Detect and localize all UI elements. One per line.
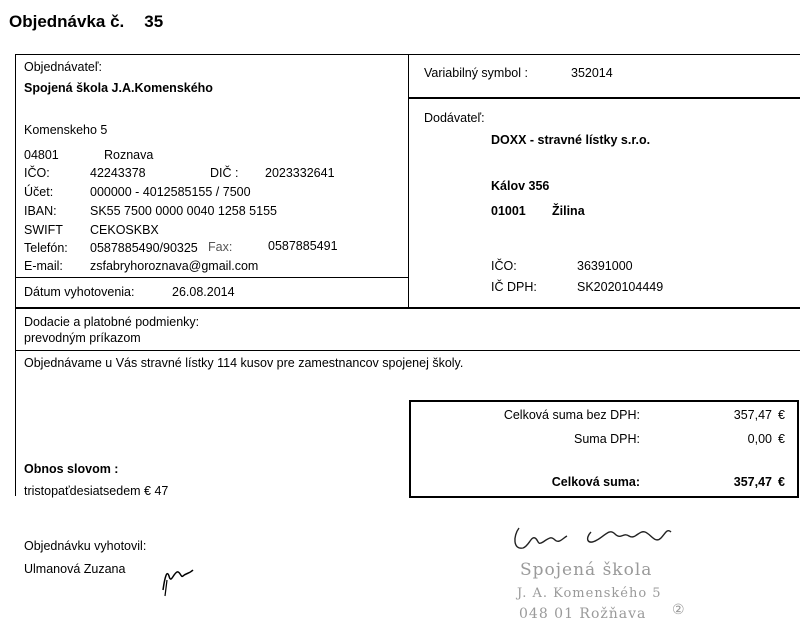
in-words-value: tristopaťdesiatsedem € 47 — [24, 484, 169, 498]
variable-symbol-value: 352014 — [571, 66, 613, 80]
buyer-swift: CEKOSKBX — [90, 223, 159, 237]
buyer-account: 000000 - 4012585155 / 7500 — [90, 185, 251, 199]
buyer-label: Objednávateľ: — [24, 60, 103, 74]
date-row-top — [15, 277, 408, 278]
terms-value: prevodným príkazom — [24, 331, 141, 345]
frame-middle-divider — [408, 54, 409, 308]
vat-currency: € — [778, 432, 785, 446]
buyer-email-label: E-mail: — [24, 259, 63, 273]
buyer-swift-label: SWIFT — [24, 223, 63, 237]
order-text-top — [15, 350, 800, 351]
buyer-ico: 42243378 — [90, 166, 146, 180]
supplier-ico: 36391000 — [577, 259, 633, 273]
buyer-email: zsfabryhoroznava@gmail.com — [90, 259, 259, 273]
supplier-city: Žilina — [552, 204, 585, 218]
buyer-phone: 0587885490/90325 — [90, 241, 198, 255]
supplier-ico-label: IČO: — [491, 259, 517, 273]
order-title-label: Objednávka č. — [9, 12, 125, 31]
net-label: Celková suma bez DPH: — [503, 408, 640, 422]
prepared-by-label: Objednávku vyhotovil: — [24, 539, 147, 553]
terms-label: Dodacie a platobné podmienky: — [24, 315, 200, 329]
buyer-fax-label: Fax: — [208, 240, 233, 254]
preparer-signature — [155, 556, 205, 600]
buyer-account-label: Účet: — [24, 185, 54, 199]
buyer-dic: 2023332641 — [265, 166, 335, 180]
buyer-zip: 04801 — [24, 148, 59, 162]
vat-value: 0,00 — [747, 432, 772, 446]
prepared-by-name: Ulmanová Zuzana — [24, 562, 126, 576]
supplier-label: Dodávateľ: — [424, 111, 485, 125]
frame-left — [15, 54, 16, 496]
stamp-line2: J. A. Komenského 5 — [517, 586, 662, 601]
buyer-iban: SK55 7500 0000 0040 1258 5155 — [90, 204, 277, 218]
order-number: 35 — [144, 12, 164, 31]
director-signature — [505, 518, 685, 558]
supplier-icdph: SK2020104449 — [577, 280, 664, 294]
net-value: 357,47 — [733, 408, 772, 422]
buyer-ico-label: IČO: — [24, 166, 50, 180]
supplier-icdph-label: IČ DPH: — [491, 280, 537, 294]
terms-row-top — [15, 307, 800, 309]
buyer-dic-label: DIČ : — [210, 166, 239, 180]
stamp-line3: 048 01 Rožňava — [519, 606, 647, 622]
order-title — [9, 12, 163, 32]
supplier-box-top — [408, 97, 800, 99]
stamp-line1: Spojená škola — [520, 560, 653, 580]
buyer-iban-label: IBAN: — [24, 204, 57, 218]
stamp-mark: ② — [672, 602, 685, 618]
in-words-label: Obnos slovom : — [24, 462, 119, 476]
total-value: 357,47 — [733, 475, 772, 489]
supplier-zip: 01001 — [491, 204, 526, 218]
total-label: Celková suma: — [551, 475, 640, 489]
buyer-fax: 0587885491 — [268, 239, 338, 253]
buyer-name: Spojená škola J.A.Komenského — [24, 81, 213, 95]
buyer-street: Komenskeho 5 — [24, 123, 108, 137]
net-currency: € — [778, 408, 785, 422]
total-currency: € — [778, 475, 785, 489]
order-text: Objednávame u Vás stravné lístky 114 kusov pre zamestnancov spojenej školy. — [24, 356, 464, 370]
buyer-city: Roznava — [104, 148, 154, 162]
supplier-name: DOXX - stravné lístky s.r.o. — [491, 133, 651, 147]
supplier-street: Kálov 356 — [491, 179, 550, 193]
date-label: Dátum vyhotovenia: — [24, 285, 135, 299]
date-value: 26.08.2014 — [172, 285, 235, 299]
vat-label: Suma DPH: — [574, 432, 640, 446]
buyer-phone-label: Telefón: — [24, 241, 68, 255]
variable-symbol-label: Variabilný symbol : — [424, 66, 528, 80]
